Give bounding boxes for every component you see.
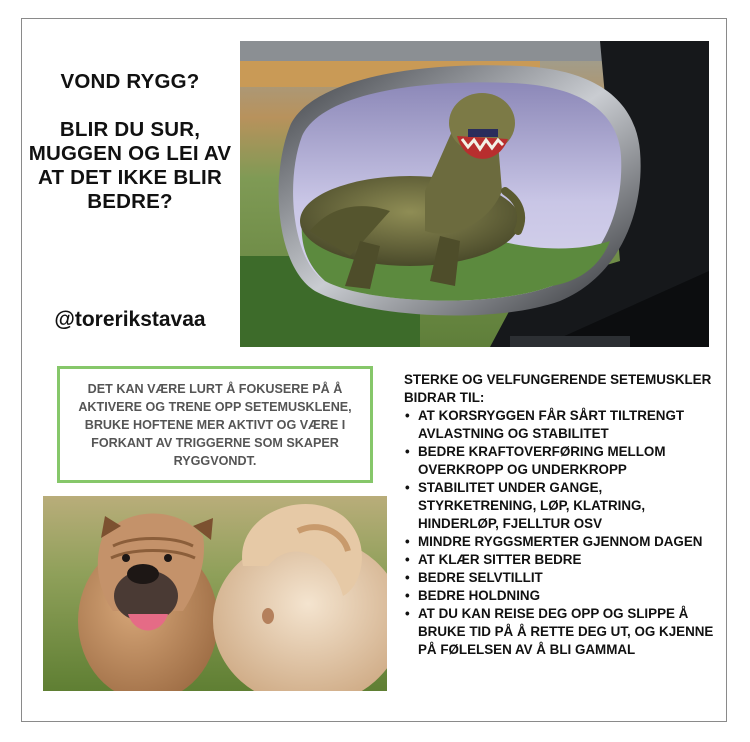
list-item-text: AT KLÆR SITTER BEDRE bbox=[418, 552, 582, 567]
bullet: • bbox=[405, 534, 410, 549]
social-handle: @torerikstavaa bbox=[54, 308, 206, 331]
headline-question: VOND RYGG? bbox=[60, 70, 200, 93]
list-item-text: BEDRE HOLDNING bbox=[418, 588, 541, 603]
list-item bbox=[404, 569, 716, 587]
list-item-text: STABILITET UNDER GANGE, STYRKETRENING, LØP, KLATRING, HINDERLØP, FJELLTUR OSV bbox=[418, 480, 646, 531]
benefits-title: STERKE OG VELFUNGERENDE SETEMUSKLER BIDRAR TIL: bbox=[404, 372, 712, 405]
list-item bbox=[404, 605, 716, 659]
bullet: • bbox=[405, 552, 410, 567]
list-item bbox=[404, 407, 716, 443]
list-item-text: AT DU KAN REISE DEG OPP OG SLIPPE Å BRUKE TID PÅ Å RETTE DEG UT, OG KJENNE PÅ FØLELSEN AV Å BLI GAMMAL bbox=[418, 606, 714, 657]
bullet: • bbox=[405, 480, 410, 495]
list-item bbox=[404, 587, 716, 605]
bullet: • bbox=[405, 606, 410, 621]
list-item bbox=[404, 443, 716, 479]
shar-pei-dog-photo bbox=[43, 496, 387, 691]
list-item-text: BEDRE KRAFTOVERFØRING MELLOM OVERKROPP OG UNDERKROPP bbox=[418, 444, 666, 477]
headline bbox=[26, 70, 234, 214]
bullet: • bbox=[405, 444, 410, 459]
list-item bbox=[404, 551, 716, 569]
dinosaur-in-side-mirror-photo bbox=[240, 41, 709, 347]
list-item-text: BEDRE SELVTILLIT bbox=[418, 570, 543, 585]
callout-box bbox=[57, 366, 373, 483]
list-item bbox=[404, 533, 716, 551]
bullet: • bbox=[405, 570, 410, 585]
headline-subtext: BLIR DU SUR, MUGGEN OG LEI AV AT DET IKKE BLIR BEDRE? bbox=[28, 118, 232, 213]
list-item bbox=[404, 479, 716, 533]
list-item-text: AT KORSRYGGEN FÅR SÅRT TILTRENGT AVLASTNING OG STABILITET bbox=[418, 408, 685, 441]
callout-text: DET KAN VÆRE LURT Å FOKUSERE PÅ Å AKTIVERE OG TRENE OPP SETEMUSKLENE, BRUKE HOFTENE MER AKTIVT OG VÆRE I FORKANT AV TRIGGERNE SOM SKAPER RYGGVONDT. bbox=[78, 381, 352, 468]
bullet: • bbox=[405, 408, 410, 423]
benefits-list bbox=[404, 371, 716, 659]
list-item-text: MINDRE RYGGSMERTER GJENNOM DAGEN bbox=[418, 534, 703, 549]
bullet: • bbox=[405, 588, 410, 603]
